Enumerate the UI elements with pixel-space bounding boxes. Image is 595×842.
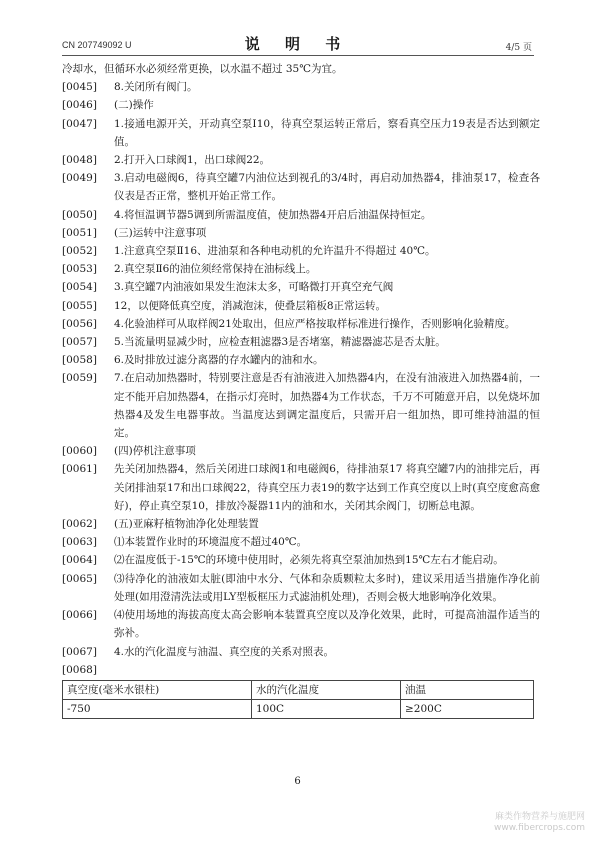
paragraph: [62, 315, 540, 333]
paragraph: [62, 460, 540, 515]
paragraph-text: [114, 661, 540, 679]
paragraph-text: 先关闭加热器4，然后关闭进口球阀1和电磁阀6，待排油泵17 将真空罐7内的油排完后，再关闭排油泵17和出口球阀22，待真空压力表19的数字达到工作真空度以上时(真空度愈高愈好)，停止真空泵10，排放冷凝器11内的油和水，关闭其余阀门，切断总电源。: [114, 463, 540, 512]
paragraph: [62, 242, 540, 260]
paragraph: [62, 297, 540, 315]
table-header-cell: 油温: [401, 680, 534, 699]
paragraph: [62, 224, 540, 242]
paragraph-number: [0047]: [62, 117, 97, 130]
paragraph: [62, 643, 540, 661]
paragraph-text: 4.将恒温调节器5调到所需温度值，使加热器4开启后油温保持恒定。: [114, 208, 432, 221]
paragraph-number: [0062]: [62, 518, 97, 531]
paragraph: [62, 151, 540, 169]
document-title: 说 明 书: [244, 35, 351, 53]
paragraph: [62, 115, 540, 151]
paragraph-number: [0048]: [62, 154, 97, 167]
paragraph-number: [0063]: [62, 536, 97, 549]
paragraph-text: 8.关闭所有阀门。: [114, 81, 198, 94]
paragraph-number: [0052]: [62, 245, 97, 258]
paragraph: [62, 206, 540, 224]
paragraph-text: (四)停机注意事项: [114, 445, 196, 458]
paragraph: [62, 78, 540, 96]
paragraph-number: [0061]: [62, 463, 97, 476]
paragraph-number: [0053]: [62, 263, 97, 276]
paragraph: [62, 551, 540, 569]
lead-text: 冷却水，但循环水必须经常更换，以水温不超过 35℃为宜。: [62, 63, 343, 75]
paragraph-text: ⑷使用场地的海拔高度太高会影响本装置真空度以及净化效果，此时，可提高油温作适当的弥补。: [114, 609, 540, 640]
paragraph-text: 4.水的汽化温度与油温、真空度的关系对照表。: [114, 645, 335, 658]
paragraph-number: [0045]: [62, 81, 97, 94]
paragraph: [62, 260, 540, 278]
paragraph: [62, 570, 540, 606]
paragraph-text: ⑵在温度低于-15℃的环境中使用时，必须先将真空泵油加热到15℃左右才能启动。: [114, 554, 504, 567]
table-cell: -750: [63, 700, 252, 719]
paragraph-text: 7.在启动加热器时，特别要注意是否有油液进入加热器4内，在没有油液进入加热器4前，一定不能开启加热器4，在指示灯亮时，加热器4为工作状态，千万不可随意开启，以免烧坏加热器4及发生电器事故。当温度达到调定温度后，只需开启一组加热，即可维持油温的恒定。: [114, 372, 540, 440]
paragraph-text: (三)运转中注意事项: [114, 226, 207, 239]
paragraph-number: [0046]: [62, 99, 97, 112]
paragraph-text: 1.注意真空泵Ⅱ16、进油泵和各种电动机的允许温升不得超过 40℃。: [114, 245, 436, 258]
vaporization-table: [62, 680, 534, 719]
paragraph: [62, 442, 540, 460]
paragraph-list: [62, 78, 540, 679]
paragraph: [62, 96, 540, 114]
document-body: [62, 60, 540, 719]
paragraph-text: 4.化验油样可从取样阀21处取出，但应严格按取样标准进行操作，否则影响化验精度。: [114, 317, 516, 330]
table-header-cell: 水的汽化温度: [252, 680, 401, 699]
paragraph-text: ⑶待净化的油液如太脏(即油中水分、气体和杂质颗粒太多时)，建议采用适当措施作净化前处理(如用澄清洗法或用LY型板框压力式滤油机处理)，否则会极大地影响净化效果。: [114, 572, 540, 603]
patent-number: CN 207749092 U: [62, 40, 132, 50]
table-row: [63, 700, 534, 719]
paragraph-text: 2.真空泵Ⅱ6的油位须经常保持在油标线上。: [114, 263, 317, 276]
paragraph-number: [0058]: [62, 354, 97, 367]
paragraph-text: 3.真空罐7内油液如果发生泡沫太多，可略微打开真空充气阀: [114, 281, 394, 294]
watermark: [494, 812, 585, 834]
paragraph: [62, 169, 540, 205]
header-divider: [62, 55, 534, 56]
table-header-cell: 真空度(毫米水银柱): [63, 680, 252, 699]
paragraph-text: 12，以便降低真空度，消减泡沫，使叠层箱板8正常运转。: [114, 299, 387, 312]
paragraph-number: [0056]: [62, 317, 97, 330]
paragraph-number: [0055]: [62, 299, 97, 312]
paragraph-number: [0057]: [62, 336, 97, 349]
paragraph: [62, 515, 540, 533]
paragraph-text: ⑴本装置作业时的环境温度不超过40℃。: [114, 536, 308, 549]
watermark-url: www.fibercrops.com: [494, 823, 585, 833]
paragraph-number: [0059]: [62, 372, 97, 385]
paragraph-number: [0049]: [62, 172, 97, 185]
table-header-row: [63, 680, 534, 699]
paragraph: [62, 278, 540, 296]
paragraph-text: 2.打开入口球阀1，出口球阀22。: [114, 154, 271, 167]
paragraph-number: [0066]: [62, 609, 97, 622]
page-number: 6: [294, 776, 301, 787]
paragraph-number: [0051]: [62, 226, 97, 239]
paragraph-text: (五)亚麻籽植物油净化处理装置: [114, 518, 259, 531]
paragraph: [62, 606, 540, 642]
paragraph-number: [0054]: [62, 281, 97, 294]
paragraph: [62, 661, 540, 679]
paragraph-text: 3.启动电磁阀6，待真空罐7内油位达到视孔的3/4时，再启动加热器4，排油泵17，检查各仪表是否正常，整机开始正常工作。: [114, 172, 540, 203]
paragraph: [62, 333, 540, 351]
paragraph-text: 1.接通电源开关，开动真空泵Ⅰ10，待真空泵运转正常后，察看真空压力19表是否达到额定值。: [114, 117, 540, 148]
paragraph-text: 5.当流量明显减少时，应检查粗滤器3是否堵塞，精滤器滤芯是否太脏。: [114, 336, 446, 349]
paragraph-text: 6.及时排放过滤分离器的存水罐内的油和水。: [114, 354, 324, 367]
watermark-line: 麻类作物营养与施肥网: [494, 812, 585, 822]
table-cell: ≥200C: [401, 700, 534, 719]
paragraph-number: [0064]: [62, 554, 97, 567]
paragraph-number: [0065]: [62, 572, 97, 585]
paragraph: [62, 369, 540, 442]
paragraph-number: [0050]: [62, 208, 97, 221]
table-cell: 100C: [252, 700, 401, 719]
paragraph-number: [0060]: [62, 445, 97, 458]
paragraph: [62, 351, 540, 369]
paragraph-text: (二)操作: [114, 99, 154, 112]
page-indicator: 4/5 页: [505, 43, 532, 53]
paragraph-number: [0068]: [62, 663, 97, 676]
paragraph-number: [0067]: [62, 645, 97, 658]
paragraph: [62, 533, 540, 551]
